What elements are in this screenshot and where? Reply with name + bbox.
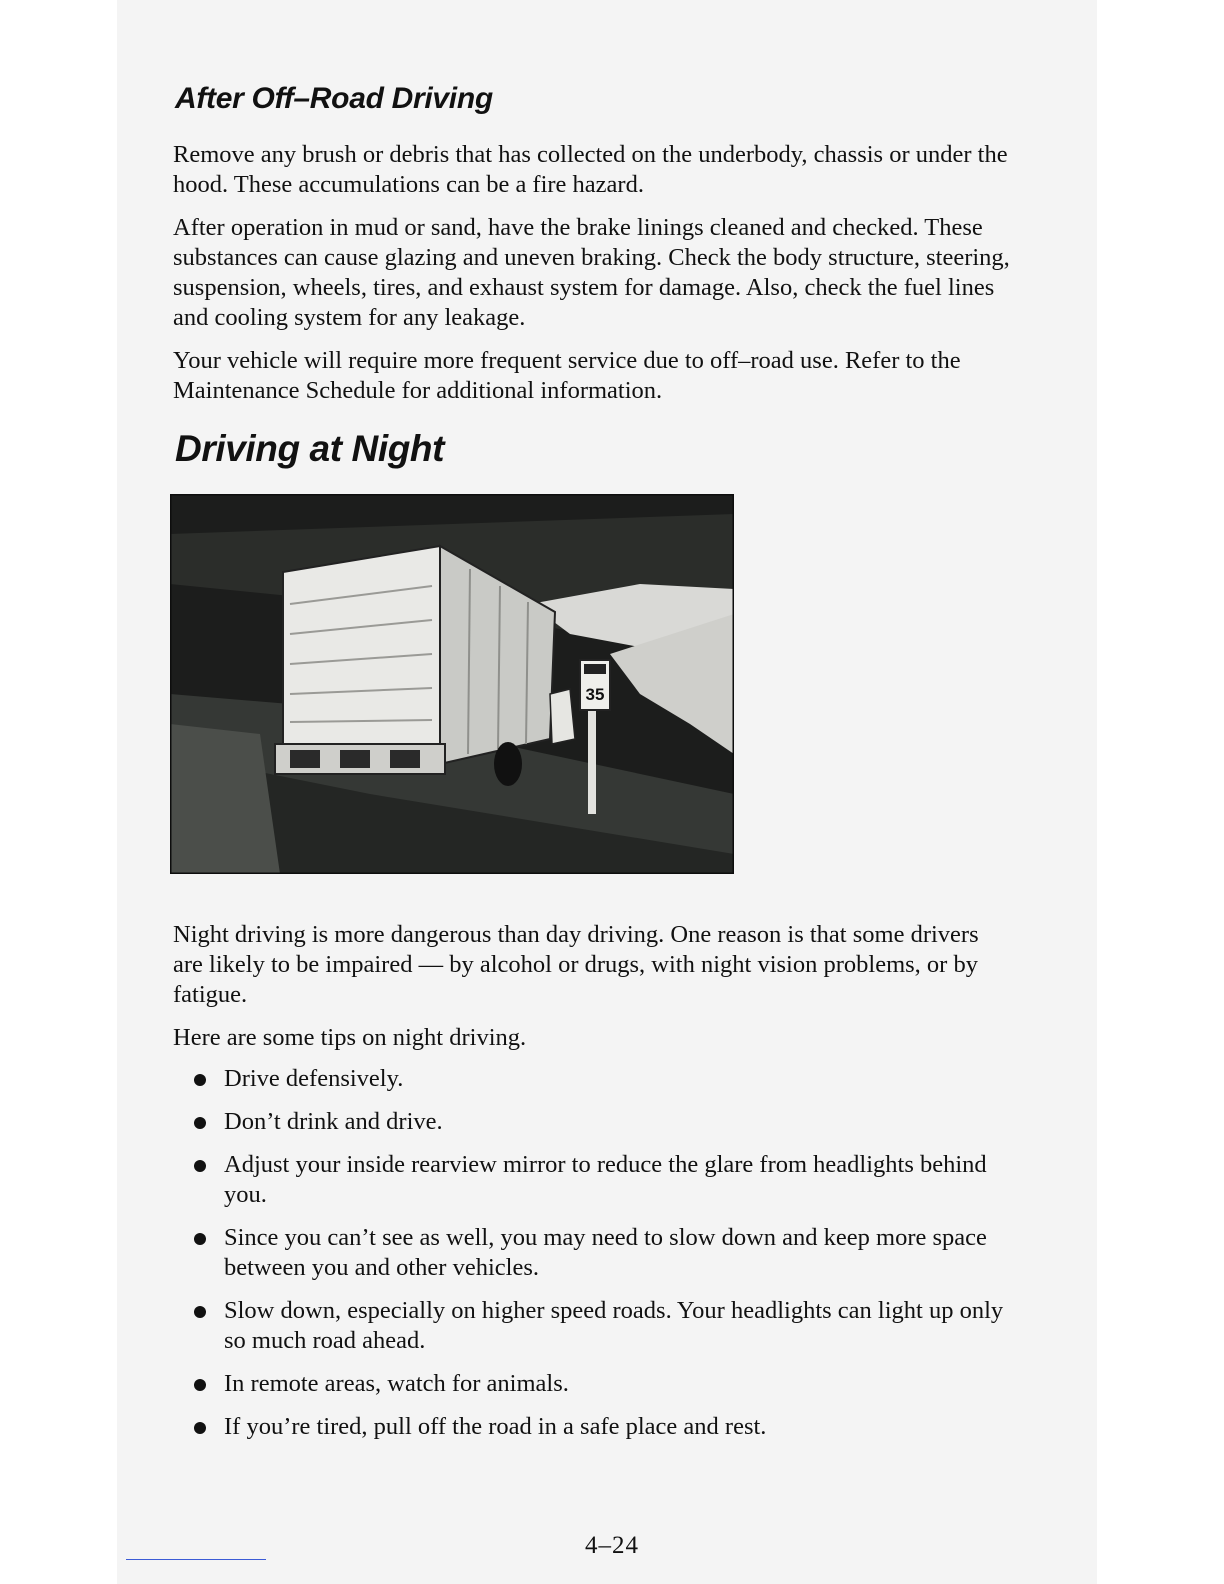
tip-text: If you’re tired, pull off the road in a safe place and rest. [224,1413,767,1440]
night-driving-tips-list [173,1064,1013,1455]
paragraph-service: Your vehicle will require more frequent service due to off–road use. Refer to the Maintenance Schedule for additional information. [173,347,961,404]
list-item [173,1107,1013,1137]
list-item [173,1369,1013,1399]
tip-text: Since you can’t see as well, you may need to slow down and keep more space between you and other vehicles. [224,1224,987,1281]
list-item [173,1412,1013,1442]
list-item [173,1064,1013,1094]
bullet-icon [194,1422,206,1434]
page-number: 4–24 [585,1532,639,1559]
list-item [173,1296,1013,1356]
section-heading-night: Driving at Night [175,428,445,469]
night-driving-illustration [170,494,734,874]
paragraph-brake-linings: After operation in mud or sand, have the brake linings cleaned and checked. These substances can cause glazing and uneven braking. Check the body structure, steering, suspension, wheels, tires, and exhaust system for damage. Also, check the fuel lines and cooling system for any leakage. [173,214,1010,331]
link-underline[interactable] [126,1559,266,1560]
list-item [173,1150,1013,1210]
tip-text: Don’t drink and drive. [224,1108,443,1135]
list-item [173,1223,1013,1283]
section-heading-off-road: After Off–Road Driving [175,82,493,115]
speed-limit-value: 35 [585,685,605,704]
tip-text: Slow down, especially on higher speed roads. Your headlights can light up only so much road ahead. [224,1297,1004,1354]
tip-text: In remote areas, watch for animals. [224,1370,569,1397]
paragraph-night-danger: Night driving is more dangerous than day driving. One reason is that some drivers are likely to be impaired — by alcohol or drugs, with night vision problems, or by fatigue. [173,921,979,1008]
bullet-icon [194,1306,206,1318]
bullet-icon [194,1160,206,1172]
paragraph-tips-intro: Here are some tips on night driving. [173,1024,527,1051]
tip-text: Drive defensively. [224,1065,404,1092]
paragraph-debris: Remove any brush or debris that has collected on the underbody, chassis or under the hood. These accumulations can be a fire hazard. [173,141,1008,198]
tip-text: Adjust your inside rearview mirror to reduce the glare from headlights behind you. [224,1151,987,1208]
bullet-icon [194,1074,206,1086]
bullet-icon [194,1117,206,1129]
bullet-icon [194,1379,206,1391]
bullet-icon [194,1233,206,1245]
